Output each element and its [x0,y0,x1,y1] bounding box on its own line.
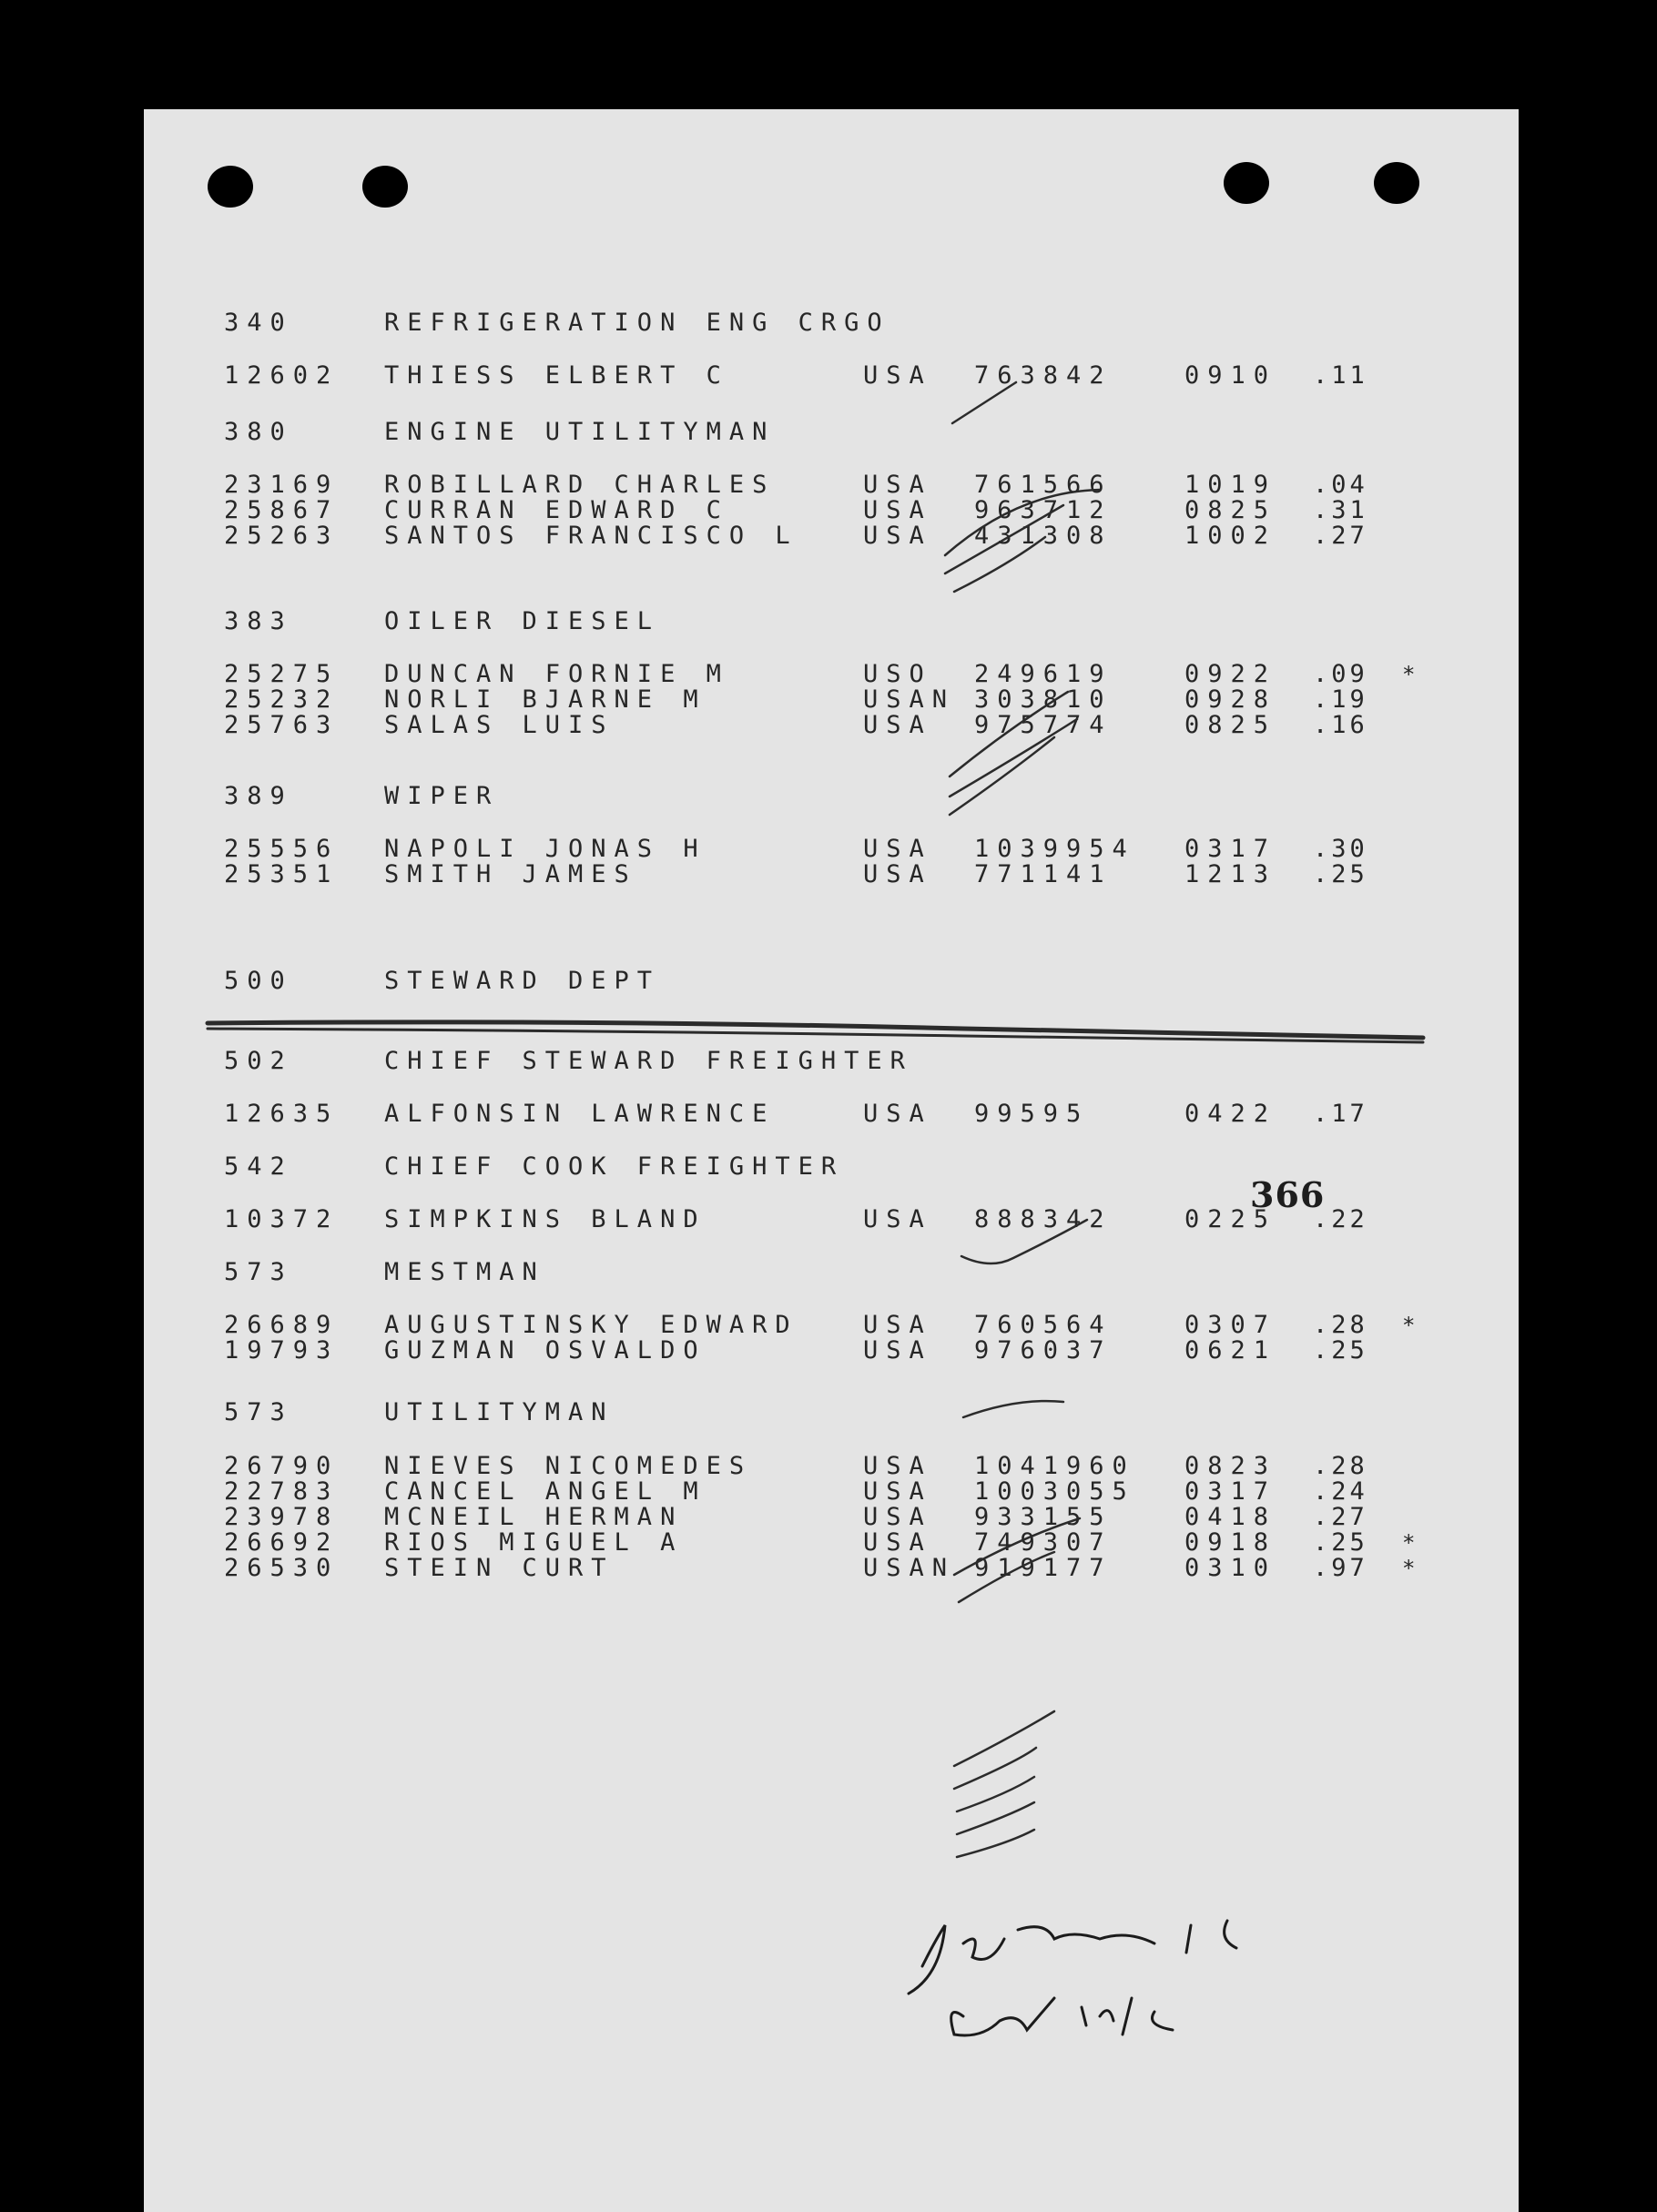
document-number: 1039954 [974,835,1135,863]
document-number: 963712 [974,496,1113,524]
nationality: USAN [863,685,956,714]
value: .31 [1313,496,1368,524]
rating-title: CHIEF STEWARD FREIGHTER [384,1047,913,1075]
crew-id: 12602 [224,361,340,390]
crew-id: 19793 [224,1336,340,1365]
crew-name: THIESS ELBERT C [384,361,729,390]
crew-id: 25275 [224,660,340,688]
nationality: USO [863,660,932,688]
nationality: USA [863,1205,932,1233]
date-code: 0825 [1184,711,1277,739]
crew-id: 26689 [224,1311,340,1339]
date-code: 0310 [1184,1554,1277,1582]
document-number: 431308 [974,522,1113,550]
rating-code: 380 [224,418,293,446]
document-number: 763842 [974,361,1113,390]
document-number: 249619 [974,660,1113,688]
crew-id: 26530 [224,1554,340,1582]
value: .17 [1313,1100,1368,1128]
rating-code: 502 [224,1047,293,1075]
date-code: 0307 [1184,1311,1277,1339]
rating-title: UTILITYMAN [384,1398,615,1426]
value: .11 [1313,361,1368,390]
check-mark-icon [954,1711,1054,1857]
date-code: 0823 [1184,1452,1277,1480]
crew-name: NAPOLI JONAS H [384,835,707,863]
date-code: 0225 [1184,1205,1277,1233]
date-code: 1213 [1184,860,1277,888]
value: .09 [1313,660,1368,688]
value: .25 [1313,860,1368,888]
value: .27 [1313,522,1368,550]
value: .28 [1313,1452,1368,1480]
date-code: 0825 [1184,496,1277,524]
value: .30 [1313,835,1368,863]
crew-id: 23978 [224,1503,340,1531]
document-number: 888342 [974,1205,1113,1233]
rating-title: ENGINE UTILITYMAN [384,418,776,446]
rating-code: 573 [224,1258,293,1286]
crew-id: 25763 [224,711,340,739]
pencil-marks [144,109,1519,2212]
value: .16 [1313,711,1368,739]
document-number: 975774 [974,711,1113,739]
nationality: USA [863,496,932,524]
document-number: 933155 [974,1503,1113,1531]
rating-title: STEWARD DEPT [384,967,661,995]
value: .24 [1313,1477,1368,1506]
date-code: 0317 [1184,1477,1277,1506]
crew-name: NIEVES NICOMEDES [384,1452,753,1480]
document-number: 919177 [974,1554,1113,1582]
asterisk-mark: * [1402,662,1416,687]
crew-name: GUZMAN OSVALDO [384,1336,707,1365]
asterisk-mark: * [1402,1313,1416,1338]
rating-title: CHIEF COOK FREIGHTER [384,1152,845,1181]
date-code: 0928 [1184,685,1277,714]
crew-id: 25232 [224,685,340,714]
asterisk-mark: * [1402,1556,1416,1581]
value: .97 [1313,1554,1368,1582]
rating-code: 383 [224,607,293,635]
date-code: 1002 [1184,522,1277,550]
value: .22 [1313,1205,1368,1233]
crew-id: 25867 [224,496,340,524]
rating-code: 542 [224,1152,293,1181]
document-number: 1041960 [974,1452,1135,1480]
page-number: 366 [1250,1174,1326,1215]
asterisk-mark: * [1402,1530,1416,1556]
crew-id: 25351 [224,860,340,888]
nationality: USA [863,835,932,863]
check-mark-icon [963,1401,1063,1417]
nationality: USA [863,1477,932,1506]
nationality: USA [863,1503,932,1531]
crew-id: 25263 [224,522,340,550]
crew-id: 26692 [224,1528,340,1557]
check-mark-icon [952,382,1016,423]
date-code: 1019 [1184,471,1277,499]
check-mark-icon [961,1220,1087,1263]
crew-id: 22783 [224,1477,340,1506]
check-mark-icon [950,692,1077,815]
signature [909,1921,1236,2035]
document-page [144,109,1519,2212]
crew-name: DUNCAN FORNIE M [384,660,729,688]
value: .25 [1313,1528,1368,1557]
rating-title: OILER DIESEL [384,607,661,635]
nationality: USA [863,1528,932,1557]
value: .19 [1313,685,1368,714]
document-number: 749307 [974,1528,1113,1557]
document-number: 1003055 [974,1477,1135,1506]
crew-name: STEIN CURT [384,1554,615,1582]
date-code: 0910 [1184,361,1277,390]
nationality: USA [863,522,932,550]
nationality: USA [863,1311,932,1339]
crew-id: 10372 [224,1205,340,1233]
rating-code: 340 [224,309,293,337]
crew-id: 26790 [224,1452,340,1480]
crew-name: ALFONSIN LAWRENCE [384,1100,776,1128]
rating-title: REFRIGERATION ENG CRGO [384,309,890,337]
document-number: 761566 [974,471,1113,499]
date-code: 0317 [1184,835,1277,863]
rating-code: 500 [224,967,293,995]
value: .28 [1313,1311,1368,1339]
crew-name: SIMPKINS BLAND [384,1205,707,1233]
crew-id: 25556 [224,835,340,863]
document-number: 99595 [974,1100,1090,1128]
crew-name: SMITH JAMES [384,860,637,888]
nationality: USA [863,1336,932,1365]
crew-name: ROBILLARD CHARLES [384,471,776,499]
nationality: USA [863,471,932,499]
rating-code: 389 [224,782,293,810]
nationality: USA [863,711,932,739]
date-code: 0422 [1184,1100,1277,1128]
date-code: 0621 [1184,1336,1277,1365]
nationality: USA [863,361,932,390]
document-number: 760564 [974,1311,1113,1339]
crew-name: RIOS MIGUEL A [384,1528,684,1557]
document-number: 303810 [974,685,1113,714]
rating-title: WIPER [384,782,500,810]
rating-title: MESTMAN [384,1258,545,1286]
value: .27 [1313,1503,1368,1531]
crew-name: SALAS LUIS [384,711,615,739]
crew-name: CANCEL ANGEL M [384,1477,707,1506]
crew-name: CURRAN EDWARD C [384,496,729,524]
check-mark-icon [954,1518,1080,1602]
value: .25 [1313,1336,1368,1365]
nationality: USA [863,1452,932,1480]
document-number: 976037 [974,1336,1113,1365]
nationality: USA [863,860,932,888]
crew-name: NORLI BJARNE M [384,685,707,714]
nationality: USA [863,1100,932,1128]
crew-name: MCNEIL HERMAN [384,1503,684,1531]
crew-name: SANTOS FRANCISCO L [384,522,798,550]
check-mark-icon [945,490,1100,592]
nationality: USAN [863,1554,956,1582]
crew-name: AUGUSTINSKY EDWARD [384,1311,798,1339]
document-number: 771141 [974,860,1113,888]
date-code: 0918 [1184,1528,1277,1557]
value: .04 [1313,471,1368,499]
crew-id: 23169 [224,471,340,499]
date-code: 0922 [1184,660,1277,688]
rating-code: 573 [224,1398,293,1426]
date-code: 0418 [1184,1503,1277,1531]
crew-id: 12635 [224,1100,340,1128]
